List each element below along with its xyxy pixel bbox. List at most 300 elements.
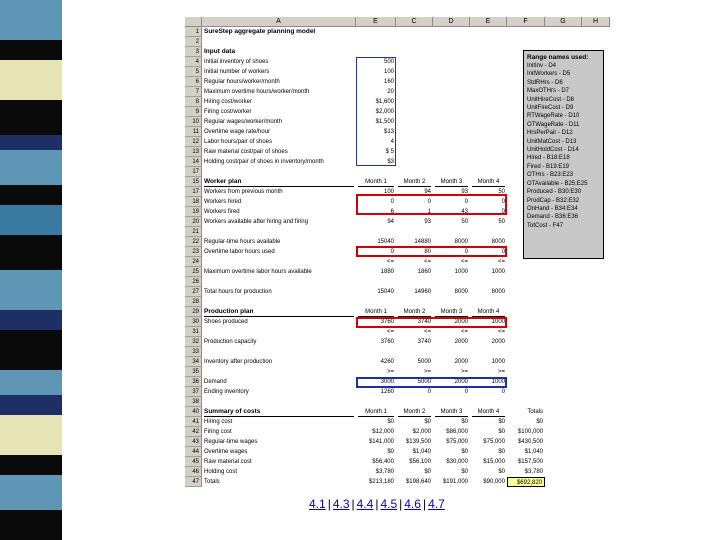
cell[interactable]: [433, 147, 470, 157]
cell[interactable]: $13: [383, 129, 394, 135]
row-label[interactable]: Labor hours/pair of shoes: [204, 139, 273, 145]
row-number[interactable]: 14: [185, 157, 202, 167]
total-cell[interactable]: $1,040: [524, 449, 543, 455]
cell[interactable]: 1860: [417, 269, 431, 275]
link-4-7[interactable]: 4.7: [428, 497, 445, 511]
col-header-h[interactable]: H: [582, 17, 610, 27]
cell[interactable]: 0: [464, 389, 468, 395]
cell[interactable]: 93: [424, 219, 431, 225]
row-number[interactable]: 21: [185, 227, 202, 237]
total-cell[interactable]: $0: [536, 419, 543, 425]
cell[interactable]: $191,000: [442, 479, 468, 485]
cell[interactable]: 0: [501, 249, 505, 255]
cell[interactable]: $0: [424, 419, 431, 425]
row-number[interactable]: 41: [185, 417, 202, 427]
cell[interactable]: [356, 37, 396, 47]
cell[interactable]: 4: [390, 139, 394, 145]
cell[interactable]: [396, 347, 433, 357]
row-number[interactable]: 45: [185, 457, 202, 467]
col-header-a[interactable]: A: [202, 17, 356, 27]
cell[interactable]: [470, 227, 507, 237]
cell[interactable]: >=: [497, 369, 505, 375]
cell[interactable]: 0: [501, 389, 505, 395]
cell[interactable]: Month 3: [440, 409, 463, 415]
cell[interactable]: >=: [460, 369, 468, 375]
cell[interactable]: 1000: [454, 269, 468, 275]
cell[interactable]: [470, 157, 507, 167]
cell[interactable]: $56,400: [372, 459, 394, 465]
row-number[interactable]: 26: [185, 277, 202, 287]
row-number[interactable]: 9: [185, 107, 202, 117]
cell[interactable]: [470, 47, 507, 57]
cell[interactable]: [470, 127, 507, 137]
total-cell[interactable]: $430,500: [517, 439, 543, 445]
row-number[interactable]: 46: [185, 467, 202, 477]
cell[interactable]: $0: [498, 449, 505, 455]
cell[interactable]: 8000: [491, 239, 505, 245]
cell[interactable]: [470, 397, 507, 407]
cell[interactable]: 0: [390, 199, 394, 205]
row-number[interactable]: 10: [185, 117, 202, 127]
cell[interactable]: [470, 77, 507, 87]
cell[interactable]: $141,000: [368, 439, 394, 445]
row-label[interactable]: [204, 327, 364, 337]
cell[interactable]: 0: [427, 389, 431, 395]
cell[interactable]: 1880: [380, 269, 394, 275]
col-header-g[interactable]: G: [545, 17, 582, 27]
link-4-5[interactable]: 4.5: [380, 497, 398, 511]
cell[interactable]: 1: [427, 209, 431, 215]
cell[interactable]: $1,500: [375, 119, 394, 125]
cell[interactable]: [433, 167, 470, 177]
cell[interactable]: [356, 27, 396, 37]
corner-cell[interactable]: [185, 17, 202, 27]
row-label[interactable]: Shoes produced: [204, 319, 248, 325]
cell[interactable]: [396, 117, 433, 127]
cell[interactable]: 1260: [380, 389, 394, 395]
cell[interactable]: [396, 137, 433, 147]
row-label[interactable]: Hiring cost: [204, 419, 233, 425]
cell[interactable]: 15040: [377, 289, 394, 295]
cell[interactable]: [433, 297, 470, 307]
cell[interactable]: Month 4: [477, 409, 500, 415]
cell[interactable]: [470, 117, 507, 127]
row-label[interactable]: Overtime wages: [204, 449, 248, 455]
row-label[interactable]: Initial inventory of shoes: [204, 59, 269, 65]
cell[interactable]: $75,000: [483, 439, 505, 445]
cell[interactable]: [356, 297, 396, 307]
cell[interactable]: [356, 167, 396, 177]
cell[interactable]: [470, 87, 507, 97]
cell[interactable]: [433, 47, 470, 57]
row-label[interactable]: Workers hired: [204, 199, 242, 205]
cell[interactable]: 43: [461, 209, 468, 215]
cell[interactable]: [356, 347, 396, 357]
cell[interactable]: Month 2: [403, 409, 426, 415]
cell[interactable]: Month 2: [403, 179, 426, 185]
row-label[interactable]: Workers fired: [204, 209, 240, 215]
row-number[interactable]: 31: [185, 327, 202, 337]
cell[interactable]: 0: [464, 199, 468, 205]
link-4-4[interactable]: 4.4: [356, 497, 374, 511]
row-label[interactable]: Overtime wage rate/hour: [204, 129, 271, 135]
cell[interactable]: Month 3: [440, 309, 463, 315]
cell[interactable]: <=: [460, 259, 468, 265]
row-number[interactable]: 35: [185, 367, 202, 377]
cell[interactable]: Month 4: [477, 309, 500, 315]
total-cell[interactable]: $157,500: [517, 459, 543, 465]
cell[interactable]: $0: [387, 449, 394, 455]
cell[interactable]: $213,180: [368, 479, 394, 485]
row-label[interactable]: [204, 397, 364, 407]
cell[interactable]: 94: [424, 189, 431, 195]
cell[interactable]: $0: [461, 419, 468, 425]
row-label[interactable]: Firing cost/worker: [204, 109, 252, 115]
cell[interactable]: 8000: [454, 289, 468, 295]
row-label[interactable]: Regular wages/worker/month: [204, 119, 283, 125]
cell[interactable]: $1,040: [412, 449, 431, 455]
cell[interactable]: 94: [387, 219, 394, 225]
cell[interactable]: [433, 157, 470, 167]
cell[interactable]: 5000: [417, 359, 431, 365]
cell[interactable]: $0: [498, 419, 505, 425]
cell[interactable]: [433, 57, 470, 67]
row-number[interactable]: 42: [185, 427, 202, 437]
cell[interactable]: 100: [383, 69, 394, 75]
cell[interactable]: 5000: [417, 379, 431, 385]
cell[interactable]: 0: [501, 199, 505, 205]
cell[interactable]: 50: [498, 189, 505, 195]
cell[interactable]: [433, 37, 470, 47]
cell[interactable]: $0: [498, 429, 505, 435]
cell[interactable]: [433, 67, 470, 77]
row-number[interactable]: 24: [185, 257, 202, 267]
cell[interactable]: [396, 297, 433, 307]
cell[interactable]: 15040: [377, 239, 394, 245]
cell[interactable]: [470, 107, 507, 117]
row-number[interactable]: 27: [185, 287, 202, 297]
cell[interactable]: [396, 47, 433, 57]
cell[interactable]: 160: [383, 79, 394, 85]
cell[interactable]: [396, 397, 433, 407]
cell[interactable]: 3740: [417, 319, 431, 325]
cell[interactable]: [396, 37, 433, 47]
cell[interactable]: Month 2: [403, 309, 426, 315]
cell[interactable]: 0: [427, 199, 431, 205]
cell[interactable]: [433, 87, 470, 97]
cell[interactable]: 93: [461, 189, 468, 195]
cell[interactable]: 4260: [380, 359, 394, 365]
cell[interactable]: $0: [461, 449, 468, 455]
cell[interactable]: $0: [387, 419, 394, 425]
row-label[interactable]: Input data: [204, 48, 236, 55]
row-label[interactable]: [204, 37, 364, 47]
cell[interactable]: $139,500: [405, 439, 431, 445]
cell[interactable]: <=: [386, 259, 394, 265]
cell[interactable]: [433, 127, 470, 137]
col-header-f[interactable]: F: [507, 17, 545, 27]
row-number[interactable]: 18: [185, 197, 202, 207]
cell[interactable]: [433, 347, 470, 357]
cell[interactable]: [396, 77, 433, 87]
cell[interactable]: Month 4: [477, 179, 500, 185]
cell[interactable]: [433, 227, 470, 237]
cell[interactable]: [396, 97, 433, 107]
cell[interactable]: [396, 57, 433, 67]
row-number[interactable]: 47: [185, 477, 202, 487]
row-label[interactable]: Summary of costs: [204, 408, 261, 415]
cell[interactable]: 3760: [380, 319, 394, 325]
cell[interactable]: $30,000: [446, 459, 468, 465]
row-number[interactable]: 25: [185, 267, 202, 277]
cell[interactable]: [433, 137, 470, 147]
row-number[interactable]: 1: [185, 27, 202, 37]
cell[interactable]: 2000: [454, 359, 468, 365]
cell[interactable]: [356, 277, 396, 287]
cell[interactable]: [470, 27, 507, 37]
cell[interactable]: 14960: [414, 289, 431, 295]
row-label[interactable]: [204, 367, 364, 377]
row-number[interactable]: 3: [185, 47, 202, 57]
row-number[interactable]: 13: [185, 147, 202, 157]
link-4-3[interactable]: 4.3: [332, 497, 350, 511]
row-number[interactable]: 20: [185, 217, 202, 227]
cell[interactable]: 6: [390, 209, 394, 215]
row-number[interactable]: 43: [185, 437, 202, 447]
row-label[interactable]: [204, 257, 364, 267]
cell[interactable]: >=: [423, 369, 431, 375]
row-label[interactable]: Workers available after hiring and firing: [204, 219, 308, 225]
row-label[interactable]: Regular-time hours available: [204, 239, 281, 245]
cell[interactable]: [433, 97, 470, 107]
cell[interactable]: [470, 277, 507, 287]
cell[interactable]: $86,000: [446, 429, 468, 435]
total-cell[interactable]: $100,000: [517, 429, 543, 435]
row-label[interactable]: Holding cost: [204, 469, 238, 475]
row-number[interactable]: 37: [185, 387, 202, 397]
cell[interactable]: 2000: [491, 339, 505, 345]
total-cell[interactable]: $692,820: [507, 477, 545, 487]
cell[interactable]: [470, 347, 507, 357]
col-header-d[interactable]: D: [433, 17, 470, 27]
row-number[interactable]: 32: [185, 337, 202, 347]
cell[interactable]: $3,780: [375, 469, 394, 475]
cell[interactable]: [470, 167, 507, 177]
row-number[interactable]: 12: [185, 137, 202, 147]
row-number[interactable]: 23: [185, 247, 202, 257]
cell[interactable]: 0: [501, 209, 505, 215]
cell[interactable]: 80: [424, 249, 431, 255]
row-label[interactable]: Production plan: [204, 308, 254, 315]
row-label[interactable]: Ending inventory: [204, 389, 249, 395]
row-number[interactable]: 38: [185, 397, 202, 407]
row-number[interactable]: 17: [185, 167, 202, 177]
row-number[interactable]: 44: [185, 447, 202, 457]
cell[interactable]: [433, 27, 470, 37]
cell[interactable]: 8000: [491, 289, 505, 295]
row-label[interactable]: Raw material cost/pair of shoes: [204, 149, 288, 155]
cell[interactable]: 1000: [491, 359, 505, 365]
row-label[interactable]: [204, 167, 364, 177]
cell[interactable]: [396, 167, 433, 177]
cell[interactable]: [433, 277, 470, 287]
row-number[interactable]: 6: [185, 77, 202, 87]
cell[interactable]: $75,000: [446, 439, 468, 445]
row-label[interactable]: Totals: [204, 479, 220, 485]
row-label[interactable]: [204, 347, 364, 357]
row-number[interactable]: 36: [185, 377, 202, 387]
row-number[interactable]: 15: [185, 177, 202, 187]
row-label[interactable]: Total hours for production: [204, 289, 272, 295]
cell[interactable]: $ 5: [385, 149, 394, 155]
cell[interactable]: 2000: [454, 379, 468, 385]
cell[interactable]: 50: [461, 219, 468, 225]
row-number[interactable]: 22: [185, 237, 202, 247]
cell[interactable]: 14880: [414, 239, 431, 245]
row-number[interactable]: 2: [185, 37, 202, 47]
col-header-c[interactable]: C: [396, 17, 433, 27]
cell[interactable]: 1000: [491, 379, 505, 385]
row-label[interactable]: Initial number of workers: [204, 69, 270, 75]
cell[interactable]: [470, 57, 507, 67]
cell[interactable]: $2,000: [412, 429, 431, 435]
row-label[interactable]: Firing cost: [204, 429, 232, 435]
link-4-6[interactable]: 4.6: [404, 497, 421, 511]
cell[interactable]: $56,100: [409, 459, 431, 465]
cell[interactable]: Month 1: [365, 179, 387, 185]
row-number[interactable]: 34: [185, 357, 202, 367]
cell[interactable]: $198,640: [405, 479, 431, 485]
cell[interactable]: $12,000: [372, 429, 394, 435]
row-label[interactable]: Demand: [204, 379, 227, 385]
cell[interactable]: [396, 127, 433, 137]
cell[interactable]: <=: [386, 329, 394, 335]
row-number[interactable]: 29: [185, 307, 202, 317]
cell[interactable]: [396, 227, 433, 237]
total-cell[interactable]: Totals: [527, 409, 543, 415]
cell[interactable]: <=: [423, 329, 431, 335]
cell[interactable]: $0: [498, 469, 505, 475]
row-number[interactable]: 28: [185, 297, 202, 307]
cell[interactable]: [433, 77, 470, 87]
cell[interactable]: [470, 67, 507, 77]
cell[interactable]: [433, 107, 470, 117]
row-label[interactable]: Inventory after production: [204, 359, 273, 365]
cell[interactable]: $15,000: [483, 459, 505, 465]
cell[interactable]: $0: [461, 469, 468, 475]
cell[interactable]: <=: [423, 259, 431, 265]
cell[interactable]: $0: [424, 469, 431, 475]
row-number[interactable]: 19: [185, 207, 202, 217]
cell[interactable]: [396, 147, 433, 157]
cell[interactable]: 0: [464, 249, 468, 255]
cell[interactable]: <=: [460, 329, 468, 335]
row-number[interactable]: 8: [185, 97, 202, 107]
cell[interactable]: Month 1: [365, 409, 387, 415]
cell[interactable]: 100: [383, 189, 394, 195]
cell[interactable]: 1000: [491, 319, 505, 325]
cell[interactable]: <=: [497, 259, 505, 265]
row-label[interactable]: Maximum overtime hours/worker/month: [204, 89, 310, 95]
row-label[interactable]: Production capacity: [204, 339, 257, 345]
cell[interactable]: [433, 397, 470, 407]
cell[interactable]: [396, 277, 433, 287]
cell[interactable]: 20: [387, 89, 394, 95]
row-number[interactable]: 11: [185, 127, 202, 137]
cell[interactable]: 1000: [491, 269, 505, 275]
cell[interactable]: $2,000: [375, 109, 394, 115]
cell[interactable]: $3: [387, 159, 394, 165]
cell[interactable]: [396, 67, 433, 77]
cell[interactable]: [356, 227, 396, 237]
cell[interactable]: [470, 37, 507, 47]
cell[interactable]: Month 1: [365, 309, 387, 315]
row-number[interactable]: 40: [185, 407, 202, 417]
row-label[interactable]: Workers from previous month: [204, 189, 283, 195]
row-label[interactable]: Raw material cost: [204, 459, 252, 465]
cell[interactable]: >=: [386, 369, 394, 375]
cell[interactable]: [396, 87, 433, 97]
cell[interactable]: [396, 107, 433, 117]
row-label[interactable]: Overtime labor hours used: [204, 249, 275, 255]
cell[interactable]: <=: [497, 329, 505, 335]
cell[interactable]: 0: [390, 249, 394, 255]
row-label[interactable]: [204, 227, 364, 237]
cell[interactable]: [356, 47, 396, 57]
cell[interactable]: 500: [383, 59, 394, 65]
row-label[interactable]: Regular hours/worker/month: [204, 79, 280, 85]
cell[interactable]: [470, 137, 507, 147]
cell[interactable]: 3740: [417, 339, 431, 345]
spreadsheet[interactable]: [185, 17, 610, 487]
cell[interactable]: 2000: [454, 319, 468, 325]
cell[interactable]: $1,600: [375, 99, 394, 105]
cell[interactable]: 3000: [380, 379, 394, 385]
row-number[interactable]: 17: [185, 187, 202, 197]
row-label[interactable]: Worker plan: [204, 178, 242, 185]
cell[interactable]: Month 3: [440, 179, 463, 185]
cell[interactable]: [470, 147, 507, 157]
cell[interactable]: 50: [498, 219, 505, 225]
row-label[interactable]: Holding cost/pair of shoes in inventory/month: [204, 159, 324, 165]
row-label[interactable]: Regular-time wages: [204, 439, 258, 445]
total-cell[interactable]: $3,780: [524, 469, 543, 475]
row-label[interactable]: Hiring cost/worker: [204, 99, 253, 105]
cell[interactable]: 3760: [380, 339, 394, 345]
cell[interactable]: [356, 397, 396, 407]
cell[interactable]: [433, 117, 470, 127]
cell[interactable]: 8000: [454, 239, 468, 245]
row-number[interactable]: 30: [185, 317, 202, 327]
col-header-b[interactable]: E: [356, 17, 396, 27]
cell[interactable]: $90,000: [483, 479, 505, 485]
cell[interactable]: [470, 97, 507, 107]
cell[interactable]: [470, 297, 507, 307]
cell[interactable]: 2000: [454, 339, 468, 345]
row-label[interactable]: [204, 277, 364, 287]
cell[interactable]: [396, 27, 433, 37]
link-4-1[interactable]: 4.1: [309, 497, 326, 511]
row-number[interactable]: 4: [185, 57, 202, 67]
col-header-e[interactable]: E: [470, 17, 507, 27]
row-number[interactable]: 7: [185, 87, 202, 97]
row-number[interactable]: 5: [185, 67, 202, 77]
row-label[interactable]: [204, 297, 364, 307]
cell[interactable]: [396, 157, 433, 167]
row-number[interactable]: 33: [185, 347, 202, 357]
row-label[interactable]: SureStep aggregate planning model: [204, 28, 316, 35]
row-label[interactable]: Maximum overtime labor hours available: [204, 269, 312, 275]
